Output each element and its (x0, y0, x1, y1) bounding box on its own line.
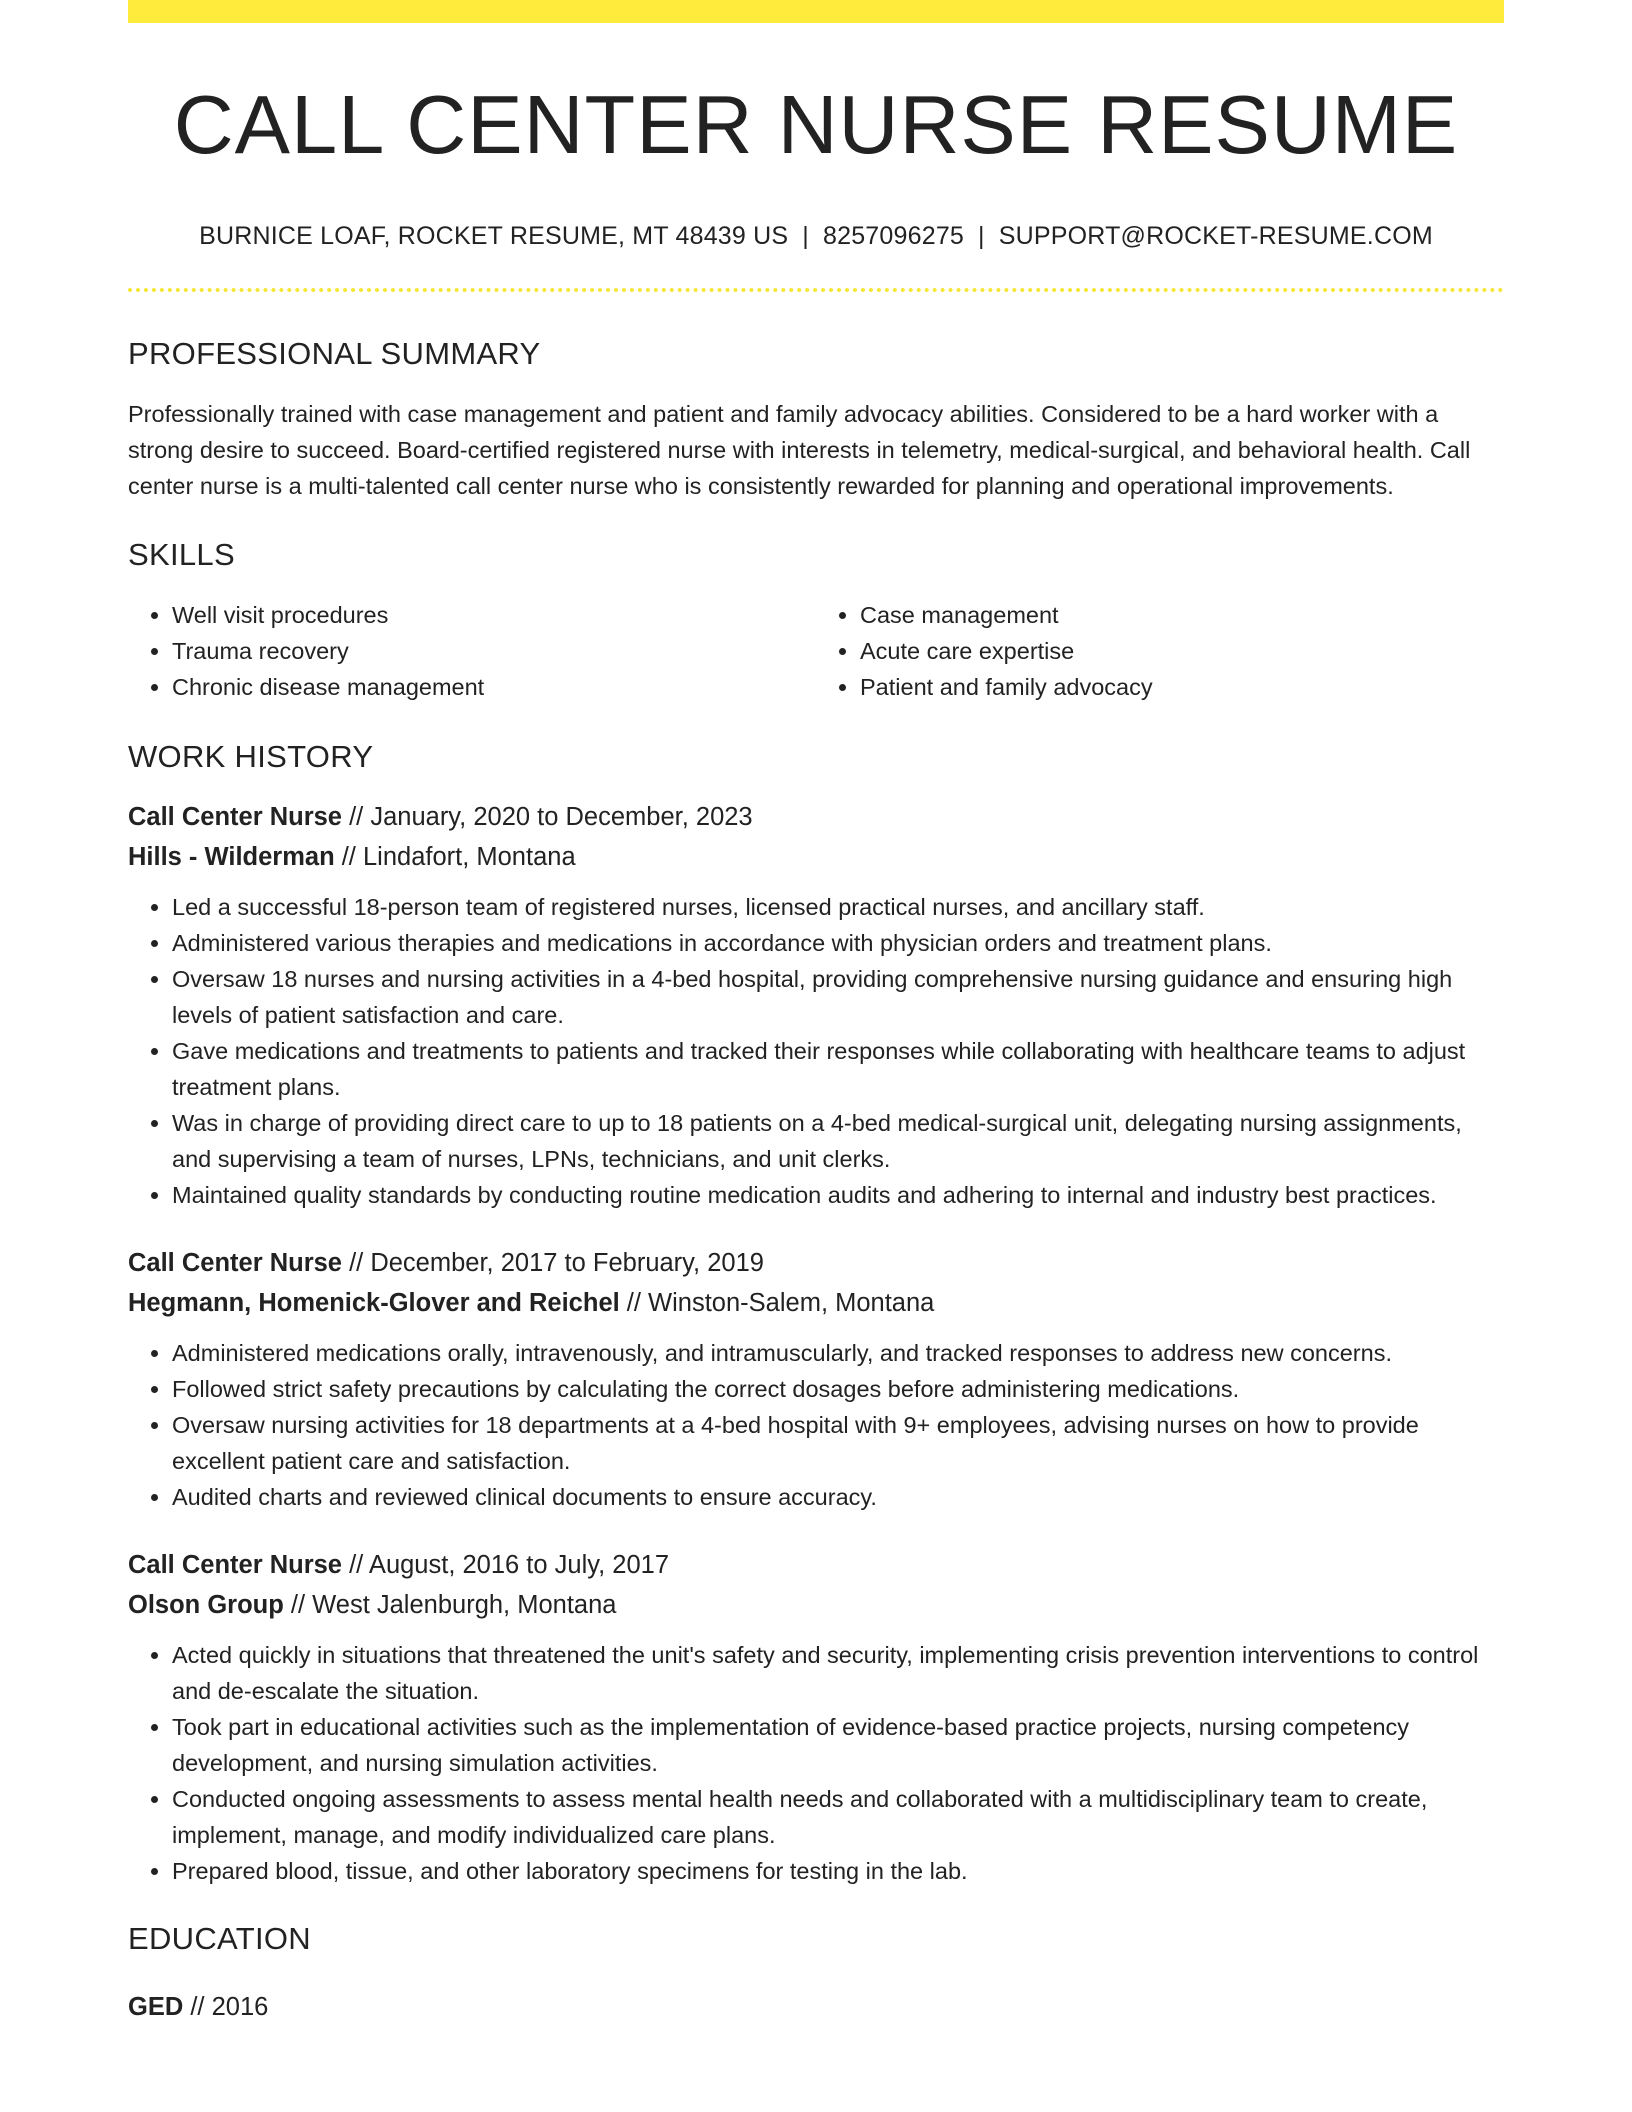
job-title: Call Center Nurse (128, 1551, 342, 1580)
job-company: Hegmann, Homenick-Glover and Reichel (128, 1289, 620, 1318)
contact-phone: 8257096275 (823, 222, 965, 251)
job-dates: // August, 2016 to July, 2017 (342, 1551, 670, 1580)
job-company-line (128, 1585, 1504, 1625)
contact-separator: | (802, 222, 809, 251)
job-title-line (128, 797, 1504, 837)
job-bullet: • Prepared blood, tissue, and other laboratory specimens for testing in the lab. (172, 1853, 1504, 1889)
job-bullets (128, 1335, 1504, 1515)
skill-item: • Trauma recovery (172, 633, 816, 669)
job-bullets (128, 1637, 1504, 1889)
skill-item: • Chronic disease management (172, 669, 816, 705)
accent-bar (128, 0, 1504, 23)
job-location: // Lindafort, Montana (334, 843, 576, 872)
job-title: Call Center Nurse (128, 803, 342, 832)
contact-email: SUPPORT@ROCKET-RESUME.COM (998, 222, 1433, 251)
job-dates: // January, 2020 to December, 2023 (342, 803, 753, 832)
resume-page (128, 0, 1504, 2027)
job-bullets (128, 889, 1504, 1213)
work-history-heading: WORK HISTORY (128, 739, 374, 775)
job-bullet: • Oversaw nursing activities for 18 departments at a 4-bed hospital with 9+ employees, advising nurses on how to provide excellent patient care and satisfaction. (172, 1407, 1504, 1479)
job-bullet: • Took part in educational activities such as the implementation of evidence-based practice projects, nursing competency development, and nursing simulation activities. (172, 1709, 1504, 1781)
education-year: // 2016 (183, 1993, 269, 2022)
skills-column-right (816, 597, 1504, 705)
job-entry (128, 1545, 1504, 1889)
skills-list (128, 597, 1504, 705)
contact-line (128, 222, 1504, 251)
education-heading: EDUCATION (128, 1921, 311, 1957)
job-dates: // December, 2017 to February, 2019 (342, 1249, 764, 1278)
contact-separator: | (978, 222, 985, 251)
job-entry (128, 797, 1504, 1213)
education-degree: GED (128, 1993, 184, 2022)
skills-column-left (128, 597, 816, 705)
job-title-line (128, 1545, 1504, 1585)
job-bullet: • Audited charts and reviewed clinical documents to ensure accuracy. (172, 1479, 1504, 1515)
job-title: Call Center Nurse (128, 1249, 342, 1278)
job-bullet: • Conducted ongoing assessments to assess mental health needs and collaborated with a multidisciplinary team to create, implement, manage, and modify individualized care plans. (172, 1781, 1504, 1853)
job-bullet: • Administered various therapies and medications in accordance with physician orders and treatment plans. (172, 925, 1504, 961)
job-company: Hills - Wilderman (128, 843, 335, 872)
job-title-line (128, 1243, 1504, 1283)
skill-item: • Well visit procedures (172, 597, 816, 633)
summary-text: Professionally trained with case management and patient and family advocacy abilities. Considered to be a hard worker with a strong desire to succeed. Board-certified registered nurse with interests in telemetry, medical-surgical, and behavioral health. Call center nurse is a multi-talented call center nurse who is consistently rewarded for planning and operational improvements. (128, 401, 1471, 500)
job-location: // West Jalenburgh, Montana (283, 1591, 617, 1620)
skill-item: • Case management (860, 597, 1504, 633)
job-company-line (128, 1283, 1504, 1323)
job-bullet: • Was in charge of providing direct care to up to 18 patients on a 4-bed medical-surgical unit, delegating nursing assignments, and supervising a team of nurses, LPNs, technicians, and unit clerks. (172, 1105, 1504, 1177)
job-bullet: • Gave medications and treatments to patients and tracked their responses while collaborating with healthcare teams to adjust treatment plans. (172, 1033, 1504, 1105)
job-bullet: • Maintained quality standards by conducting routine medication audits and adhering to internal and industry best practices. (172, 1177, 1504, 1213)
job-company: Olson Group (128, 1591, 284, 1620)
skill-item: • Acute care expertise (860, 633, 1504, 669)
job-entry (128, 1243, 1504, 1515)
job-bullet: • Oversaw 18 nurses and nursing activities in a 4-bed hospital, providing comprehensive nursing guidance and ensuring high levels of patient satisfaction and care. (172, 961, 1504, 1033)
skills-heading: SKILLS (128, 537, 235, 573)
skill-item: • Patient and family advocacy (860, 669, 1504, 705)
job-bullet: • Acted quickly in situations that threatened the unit's safety and security, implementing crisis prevention interventions to control and de-escalate the situation. (172, 1637, 1504, 1709)
summary-heading: PROFESSIONAL SUMMARY (128, 336, 541, 372)
job-company-line (128, 837, 1504, 877)
page-title: CALL CENTER NURSE RESUME (173, 78, 1459, 171)
education-entry (128, 1987, 1504, 2027)
job-bullet: • Administered medications orally, intravenously, and intramuscularly, and tracked responses to address new concerns. (172, 1335, 1504, 1371)
job-bullet: • Led a successful 18-person team of registered nurses, licensed practical nurses, and ancillary staff. (172, 889, 1504, 925)
contact-address: BURNICE LOAF, ROCKET RESUME, MT 48439 US (199, 222, 789, 251)
job-bullet: • Followed strict safety precautions by calculating the correct dosages before administering medications. (172, 1371, 1504, 1407)
job-location: // Winston-Salem, Montana (619, 1289, 935, 1318)
dotted-divider (128, 288, 1504, 292)
